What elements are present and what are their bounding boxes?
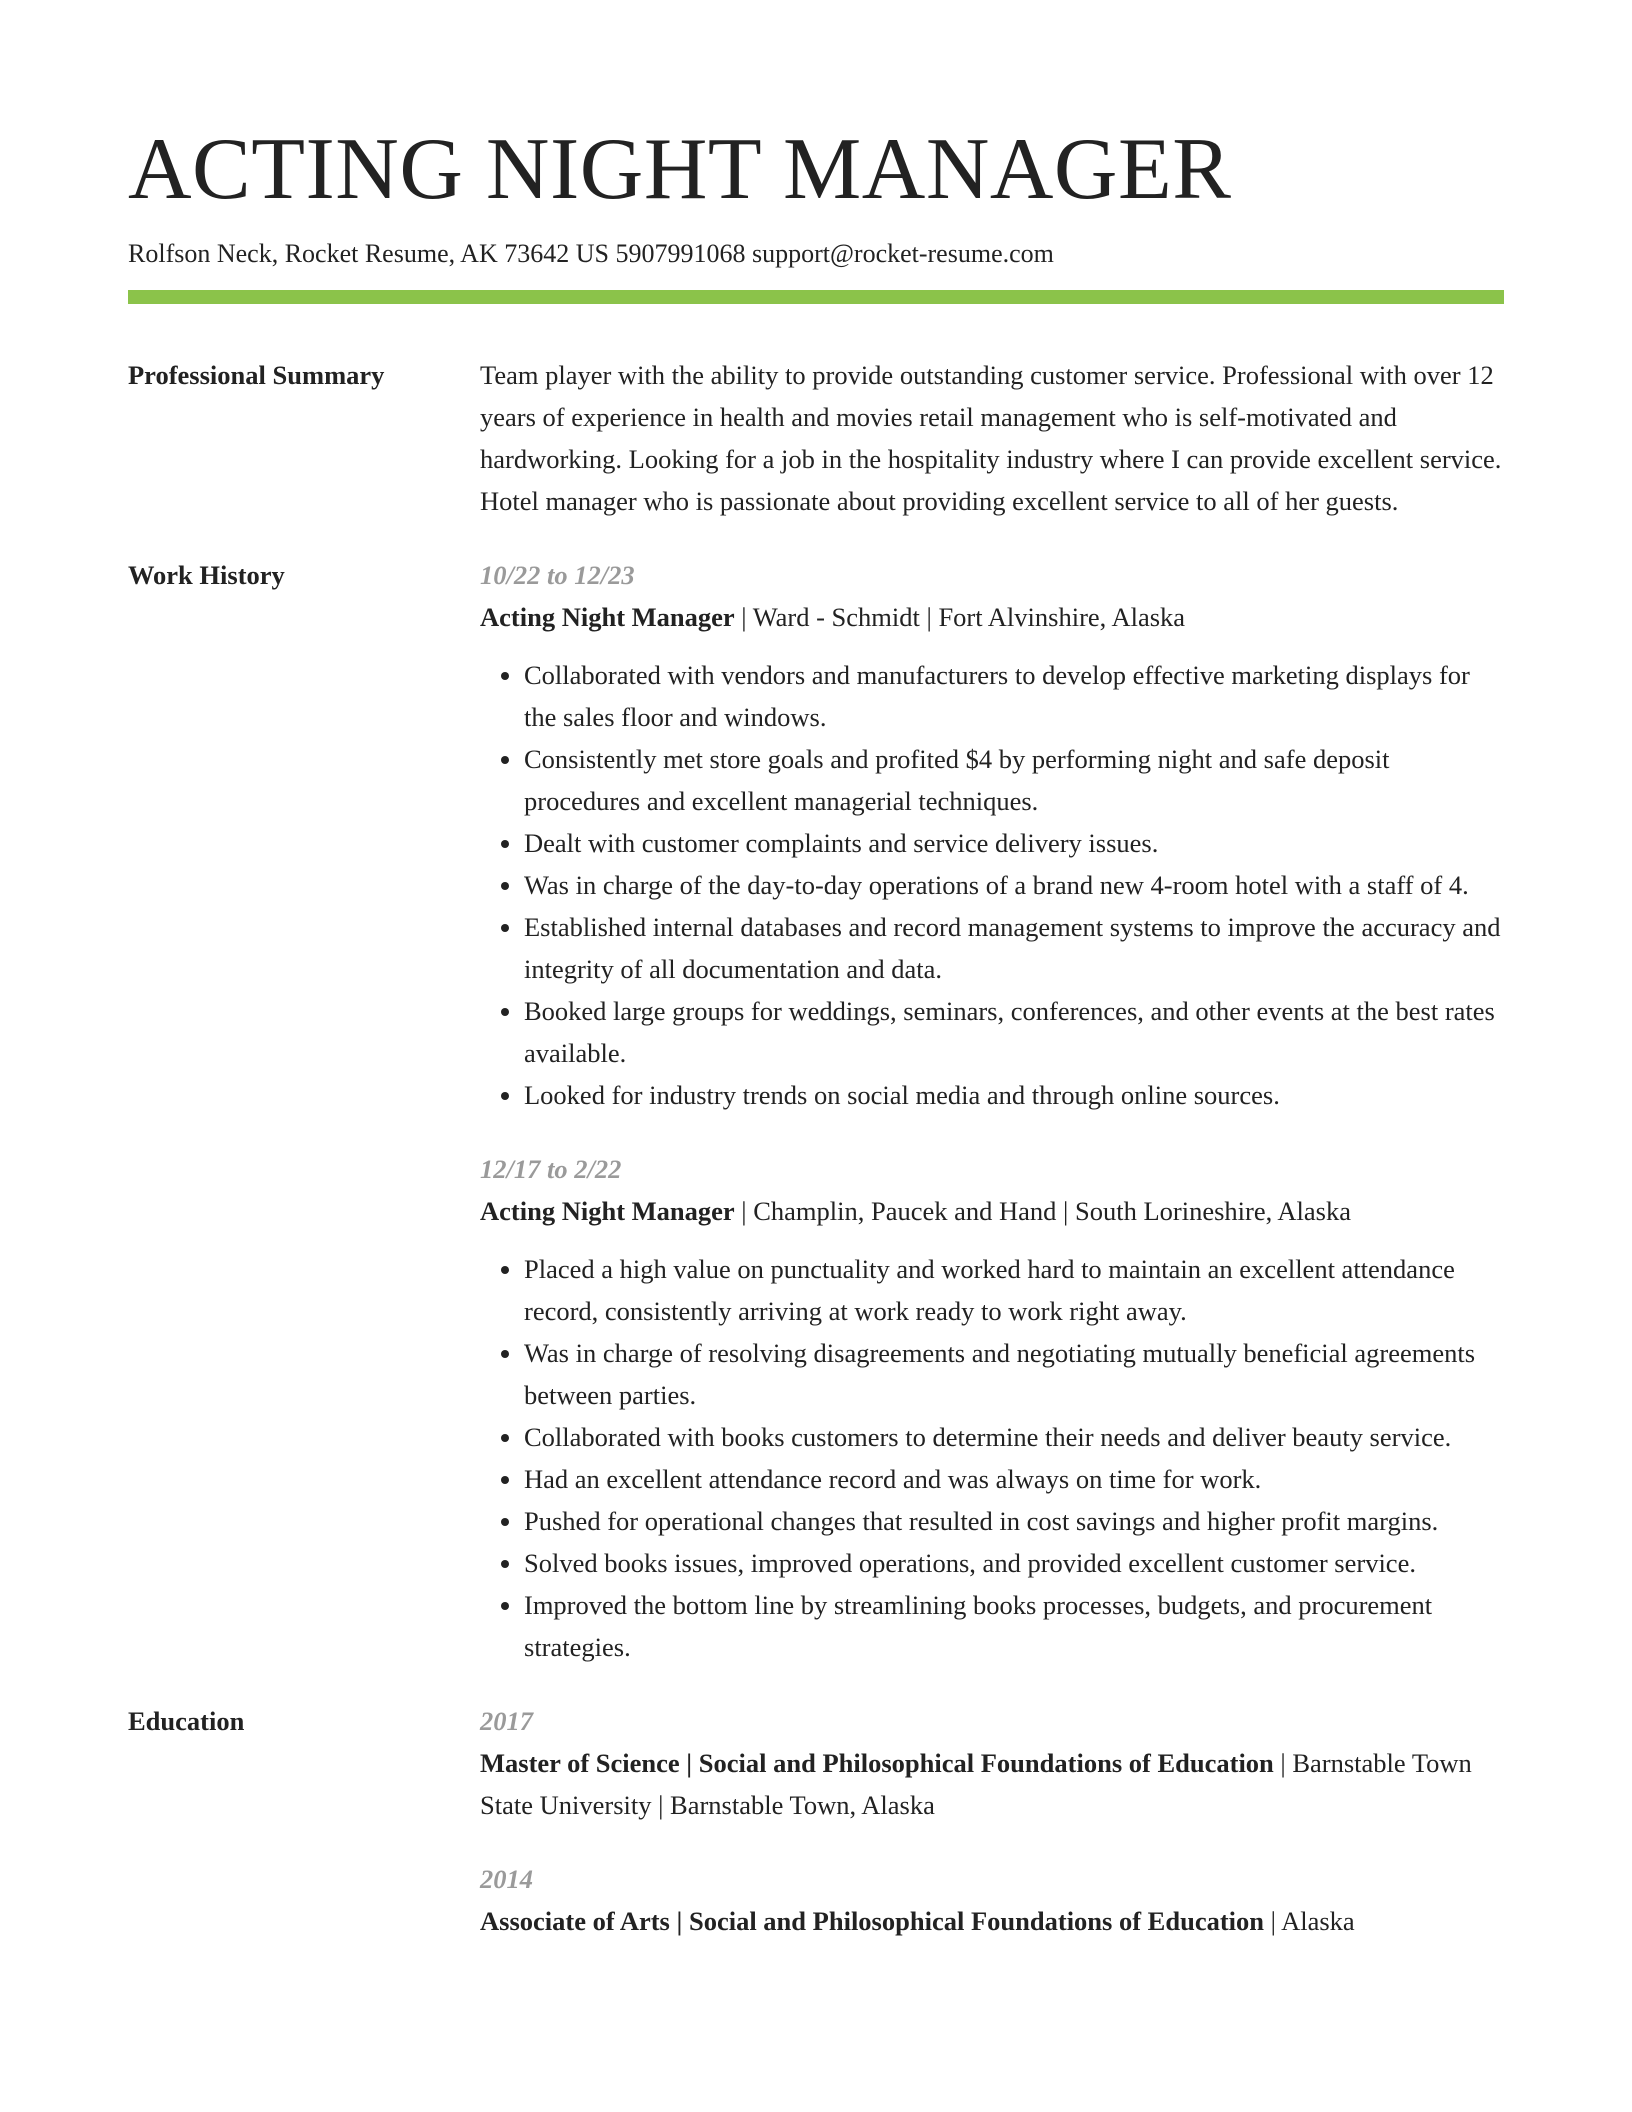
education-entry	[480, 1858, 1504, 1942]
job-employer: | Ward - Schmidt | Fort Alvinshire, Alaska	[734, 602, 1186, 632]
section-body	[480, 1700, 1504, 1942]
list-item: • Was in charge of resolving disagreements and negotiating mutually beneficial agreements between parties.	[524, 1332, 1504, 1416]
education-line	[480, 1900, 1504, 1942]
section-heading: Education	[128, 1706, 245, 1736]
job-dates: 10/22 to 12/23	[480, 560, 635, 590]
list-item: • Collaborated with vendors and manufacturers to develop effective marketing displays for the sales floor and windows.	[524, 654, 1504, 738]
job-title-line	[480, 596, 1504, 638]
education-line	[480, 1742, 1504, 1826]
job-dates: 12/17 to 2/22	[480, 1154, 622, 1184]
education-section	[128, 1700, 1504, 1942]
list-item: • Improved the bottom line by streamlining books processes, budgets, and procurement strategies.	[524, 1584, 1504, 1668]
list-item: • Booked large groups for weddings, seminars, conferences, and other events at the best rates available.	[524, 990, 1504, 1074]
list-item: • Established internal databases and record management systems to improve the accuracy and integrity of all documentation and data.	[524, 906, 1504, 990]
job-employer: | Champlin, Paucek and Hand | South Lorineshire, Alaska	[734, 1196, 1351, 1226]
section-body	[480, 554, 1504, 1668]
contact-line: Rolfson Neck, Rocket Resume, AK 73642 US 5907991068 support@rocket-resume.com	[128, 239, 1054, 268]
job-entry	[480, 1148, 1504, 1668]
list-item: • Looked for industry trends on social media and through online sources.	[524, 1074, 1504, 1116]
education-entry	[480, 1700, 1504, 1826]
section-body	[480, 354, 1504, 522]
school-details: | Alaska	[1264, 1906, 1355, 1936]
summary-text: Team player with the ability to provide outstanding customer service. Professional with over 12 years of experience in health and movies retail management who is self-motivated and hardworking. Looking for a job in the hospitality industry where I can provide excellent service. Hotel manager who is passionate about providing excellent service to all of her guests.	[480, 360, 1502, 516]
list-item: • Solved books issues, improved operations, and provided excellent customer service.	[524, 1542, 1504, 1584]
resume-title: ACTING NIGHT MANAGER	[128, 121, 1232, 218]
education-year: 2014	[480, 1864, 533, 1894]
list-item: • Collaborated with books customers to determine their needs and deliver beauty service.	[524, 1416, 1504, 1458]
education-year: 2017	[480, 1706, 533, 1736]
job-title: Acting Night Manager	[480, 1196, 735, 1226]
section-heading: Work History	[128, 560, 285, 590]
list-item: • Was in charge of the day-to-day operations of a brand new 4-room hotel with a staff of 4.	[524, 864, 1504, 906]
accent-divider	[128, 290, 1504, 304]
degree-title: Master of Science | Social and Philosophical Foundations of Education	[480, 1748, 1274, 1778]
list-item: • Consistently met store goals and profited $4 by performing night and safe deposit procedures and excellent managerial techniques.	[524, 738, 1504, 822]
degree-title: Associate of Arts | Social and Philosophical Foundations of Education	[480, 1906, 1265, 1936]
list-item: • Placed a high value on punctuality and worked hard to maintain an excellent attendance record, consistently arriving at work ready to work right away.	[524, 1248, 1504, 1332]
work-history-section	[128, 554, 1504, 1668]
professional-summary-section	[128, 354, 1504, 522]
job-title-line	[480, 1190, 1504, 1232]
resume-page	[128, 120, 1504, 1942]
job-bullets	[480, 1248, 1504, 1668]
list-item: • Pushed for operational changes that resulted in cost savings and higher profit margins.	[524, 1500, 1504, 1542]
list-item: • Had an excellent attendance record and was always on time for work.	[524, 1458, 1504, 1500]
list-item: • Dealt with customer complaints and service delivery issues.	[524, 822, 1504, 864]
job-entry	[480, 554, 1504, 1116]
job-title: Acting Night Manager	[480, 602, 735, 632]
school-details: | Barnstable Town State University | Barnstable Town, Alaska	[480, 1748, 1472, 1820]
section-heading: Professional Summary	[128, 360, 385, 390]
job-bullets	[480, 654, 1504, 1116]
